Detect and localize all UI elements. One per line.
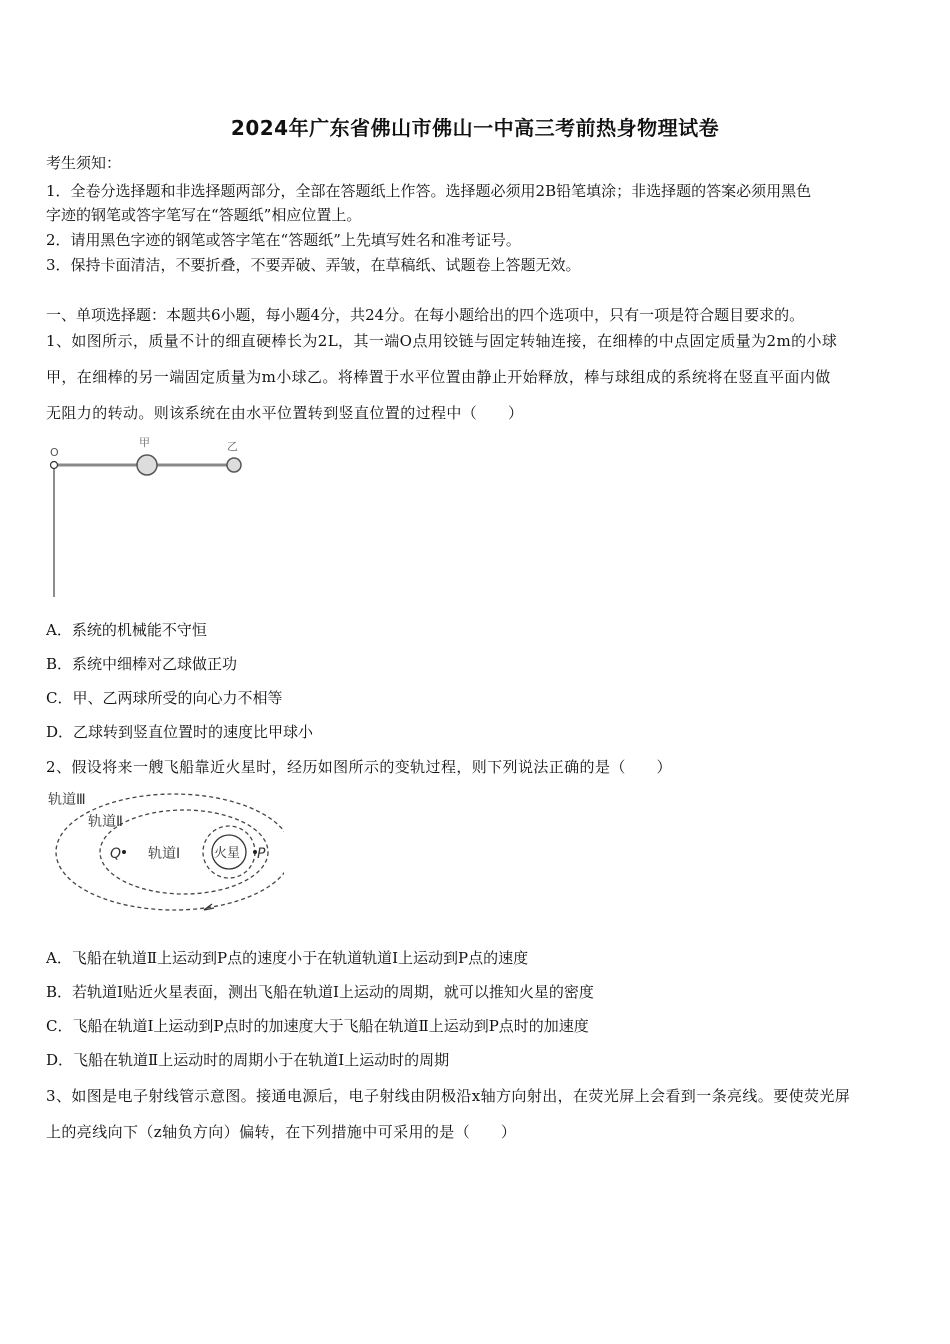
notice-item: 1．全卷分选择题和非选择题两部分，全部在答题纸上作答。选择题必须用2B铅笔填涂；非选择题的答案必须用黑色: [46, 182, 812, 200]
label-orbit-2: 轨道Ⅱ: [88, 814, 123, 830]
question-stem: 1、如图所示，质量不计的细直硬棒长为2L，其一端O点用铰链与固定转轴连接，在细棒的中点固定质量为2m的小球: [46, 332, 838, 350]
option-d: D．乙球转到竖直位置时的速度比甲球小: [46, 723, 314, 741]
point-q-dot: [122, 850, 126, 854]
label-orbit-3: 轨道Ⅲ: [48, 792, 86, 808]
ball-jia: [137, 455, 157, 475]
label-q: Q: [110, 846, 122, 862]
option-b: B．若轨道I贴近火星表面，测出飞船在轨道I上运动的周期，就可以推知火星的密度: [46, 983, 594, 1001]
question-stem: 2、假设将来一艘飞船靠近火星时，经历如图所示的变轨过程，则下列说法正确的是（ ）: [46, 758, 672, 776]
notice-item: 3．保持卡面清洁，不要折叠，不要弄破、弄皱，在草稿纸、试题卷上答题无效。: [46, 256, 581, 274]
label-orbit-1: 轨道Ⅰ: [148, 846, 181, 862]
question-stem: 无阻力的转动。则该系统在由水平位置转到竖直位置的过程中（ ）: [46, 404, 524, 422]
notice-item: 2．请用黑色字迹的钢笔或答字笔在“答题纸”上先填写姓名和准考证号。: [46, 231, 521, 249]
label-planet: 火星: [214, 846, 241, 861]
option-d: D．飞船在轨道Ⅱ上运动时的周期小于在轨道I上运动时的周期: [46, 1051, 450, 1069]
question-stem: 上的亮线向下（z轴负方向）偏转，在下列措施中可采用的是（ ）: [46, 1123, 517, 1141]
direction-arrow: [204, 904, 214, 910]
section-heading: 一、单项选择题：本题共6小题，每小题4分，共24分。在每小题给出的四个选项中，只有一项是符合题目要求的。: [46, 306, 805, 324]
page-title: 2024年广东省佛山市佛山一中高三考前热身物理试卷: [230, 116, 720, 140]
question-stem: 甲，在细棒的另一端固定质量为m小球乙。将棒置于水平位置由静止开始释放，棒与球组成的系统将在竖直平面内做: [46, 368, 831, 386]
label-o: O: [50, 446, 59, 459]
label-jia: 甲: [139, 436, 150, 449]
orbit-figure: [44, 786, 284, 918]
pivot-point: [51, 462, 58, 469]
notice-item: 字迹的钢笔或答字笔写在“答题纸”相应位置上。: [46, 206, 362, 224]
label-p: P: [257, 846, 266, 862]
option-b: B．系统中细棒对乙球做正功: [46, 655, 238, 673]
option-a: A．系统的机械能不守恒: [46, 621, 207, 639]
option-c: C．飞船在轨道I上运动到P点时的加速度大于飞船在轨道Ⅱ上运动到P点时的加速度: [46, 1017, 589, 1035]
ball-yi: [227, 458, 241, 472]
label-yi: 乙: [227, 440, 238, 453]
option-c: C．甲、乙两球所受的向心力不相等: [46, 689, 283, 707]
rod-figure: [40, 432, 260, 602]
option-a: A．飞船在轨道Ⅱ上运动到P点的速度小于在轨道轨道Ⅰ上运动到P点的速度: [46, 949, 529, 967]
notice-heading: 考生须知：: [46, 154, 122, 172]
question-stem: 3、如图是电子射线管示意图。接通电源后，电子射线由阴极沿x轴方向射出，在荧光屏上会看到一条亮线。要使荧光屏: [46, 1087, 851, 1105]
